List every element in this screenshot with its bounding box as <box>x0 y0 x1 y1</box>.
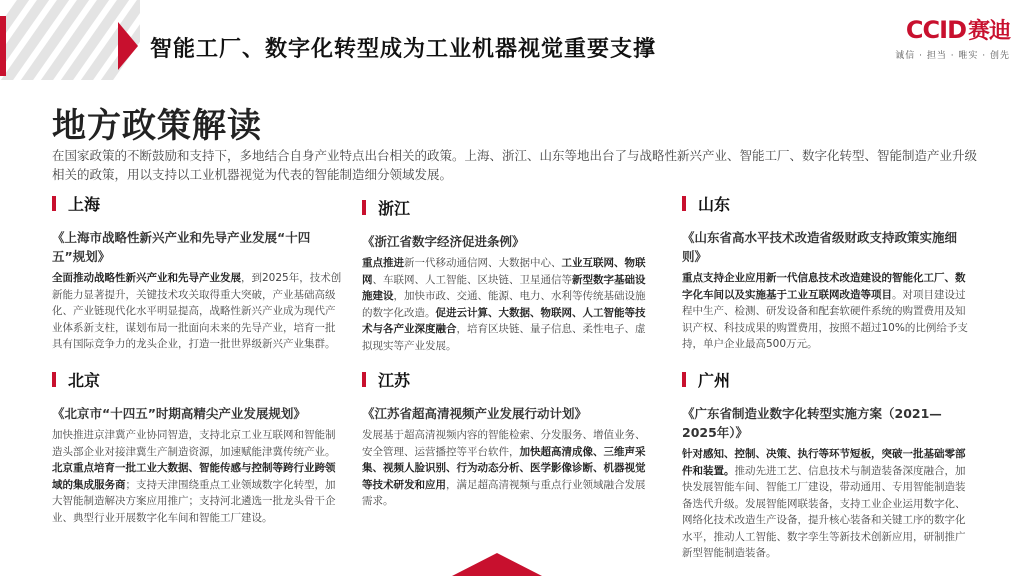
policy-description <box>52 427 342 526</box>
bottom-accent-triangle <box>452 553 542 576</box>
region-header <box>52 192 342 214</box>
policy-description <box>362 255 652 354</box>
policy-description <box>682 270 972 353</box>
policy-text: 加快推进京津冀产业协同智造，支持北京工业互联网和智能制造头部企业对接津冀生产制造资源，加速赋能津冀传统产业。 <box>52 429 336 458</box>
policy-text: 发展基于超高清视频内容的智能检索、分发服务、增值业务、安全管理、运营播控等平台软件， <box>362 429 646 458</box>
policy-text: ，到2025年，技术创新能力显著提升，关键技术攻关取得重大突破，产业基础高级化、产业链现代化水平明显提高，战略性新兴产业成为现代产业体系新支柱，谋划布局一批面向未来的先导产业，培育一批具有国际竞争力的龙头企业，打造一批世界级新兴产业集群。 <box>52 272 342 350</box>
header-accent-bar <box>0 16 6 76</box>
policy-text: ，培育区块链、量子信息、柔性电子、虚拟现实等产业发展。 <box>362 323 646 352</box>
section-title: 地方政策解读 <box>52 106 262 146</box>
region-marker <box>52 372 56 387</box>
page-title: 智能工厂、数字化转型成为工业机器视觉重要支撑 <box>150 37 657 62</box>
policy-document-title: 《浙江省数字经济促进条例》 <box>362 234 525 249</box>
policy-document-title: 《广东省制造业数字化转型实施方案（2021—2025年）》 <box>682 406 942 440</box>
region-name: 北京 <box>68 370 101 390</box>
policy-document-title: 《北京市“十四五”时期高精尖产业发展规划》 <box>52 406 306 421</box>
intro-paragraph: 在国家政策的不断鼓励和支持下，多地结合自身产业特点出台相关的政策。上海、浙江、山东等地出台了与战略性新兴产业、智能工厂、数字化转型、智能制造产业升级相关的政策，用以支持以工业机器视觉为代表的智能制造细分领域发展。 <box>52 148 978 182</box>
region-header <box>362 196 652 218</box>
region-header <box>682 368 972 390</box>
region-name: 上海 <box>68 194 101 214</box>
policy-highlight-text: 全面推动战略性新兴产业和先导产业发展 <box>52 272 241 284</box>
logo-text: CCID <box>905 16 966 44</box>
region-block-shandong <box>682 192 972 353</box>
region-block-beijing <box>52 368 342 526</box>
policy-text: 、车联网、人工智能、区块链、卫星通信等 <box>372 273 572 286</box>
policy-highlight-text: 北京重点培育一批工业大数据、智能传感与控制等跨行业跨领域的集成服务商 <box>52 462 336 491</box>
policy-highlight-text: 新型数字基础设施建设 <box>362 273 646 302</box>
policy-highlight-text: 工业互联网、物联网 <box>362 257 646 286</box>
policy-highlight-text: 重点支持企业应用新一代信息技术改造建设的智能化工厂、数字化车间以及实施基于工业互联网改造等项目 <box>682 272 966 301</box>
region-marker <box>362 200 366 215</box>
region-marker <box>682 372 686 387</box>
region-marker <box>52 196 56 211</box>
policy-text: ；支持天津围绕重点工业领域数字化转型，加大智能制造解决方案应用推广；支持河北遴选一批龙头骨干企业、典型行业开展数字化车间和智能工厂建设。 <box>52 478 336 524</box>
policy-document-title: 《江苏省超高清视频产业发展行动计划》 <box>362 406 588 421</box>
region-marker <box>362 372 366 387</box>
region-header <box>682 192 972 214</box>
policy-description <box>362 427 652 510</box>
policy-text: 推动先进工艺、信息技术与制造装备深度融合，加快发展智能车间、智能工厂建设，带动通用、专用智能制造装备迭代升级。发展智能网联装备，支持工业企业运用数字化、网络化技术改造生产设备，提升核心装备和关键工序的数字化水平，推动人工智能、数字孪生等新技术创新应用，研制推广新型智能制造装备。 <box>682 464 966 559</box>
policy-text: ，满足超高清视频与重点行业领域融合发展需求。 <box>362 478 646 507</box>
region-header <box>362 368 652 390</box>
policy-text: 新一代移动通信网、大数据中心、 <box>404 257 562 269</box>
region-marker <box>682 196 686 211</box>
logo-cn: 赛迪 <box>967 19 1010 44</box>
ccid-logo <box>870 16 1010 61</box>
region-name: 广州 <box>698 370 731 390</box>
region-block-shanghai <box>52 192 342 353</box>
region-block-guangzhou <box>682 368 972 562</box>
region-name: 山东 <box>698 194 731 214</box>
policy-text: 。对项目建设过程中生产、检测、研发设备和配套软硬件系统的购置费用及知识产权、科技成果的购置费用，按照不超过10%的比例给予支持，单户企业最高500万元。 <box>682 288 968 350</box>
region-block-jiangsu <box>362 368 652 510</box>
region-block-zhejiang <box>362 196 652 354</box>
policy-highlight-text: 针对感知、控制、决策、执行等环节短板，突破一批基础零部件和装置。 <box>682 448 966 477</box>
policy-highlight-text: 促进云计算、大数据、物联网、人工智能等技术与各产业深度融合 <box>362 306 646 335</box>
policy-description <box>52 270 342 353</box>
policy-highlight-text: 重点推进 <box>362 257 404 269</box>
policy-document-title: 《山东省高水平技术改造省级财政支持政策实施细则》 <box>682 230 958 264</box>
policy-document-title: 《上海市战略性新兴产业和先导产业发展“十四五”规划》 <box>52 230 311 264</box>
region-name: 浙江 <box>378 198 411 218</box>
region-name: 江苏 <box>378 370 411 390</box>
policy-description <box>682 446 972 562</box>
region-header <box>52 368 342 390</box>
logo-slogan: 诚信 · 担当 · 唯实 · 创先 <box>895 51 1010 61</box>
header-accent-wedge <box>118 22 138 70</box>
policy-text: ，加快市政、交通、能源、电力、水利等传统基础设施的数字化改造。 <box>362 290 646 319</box>
policy-highlight-text: 加快超高清成像、三维声采集、视频人脸识别、行为动态分析、医学影像诊断、机器视觉等技术研发和应用 <box>362 445 646 491</box>
